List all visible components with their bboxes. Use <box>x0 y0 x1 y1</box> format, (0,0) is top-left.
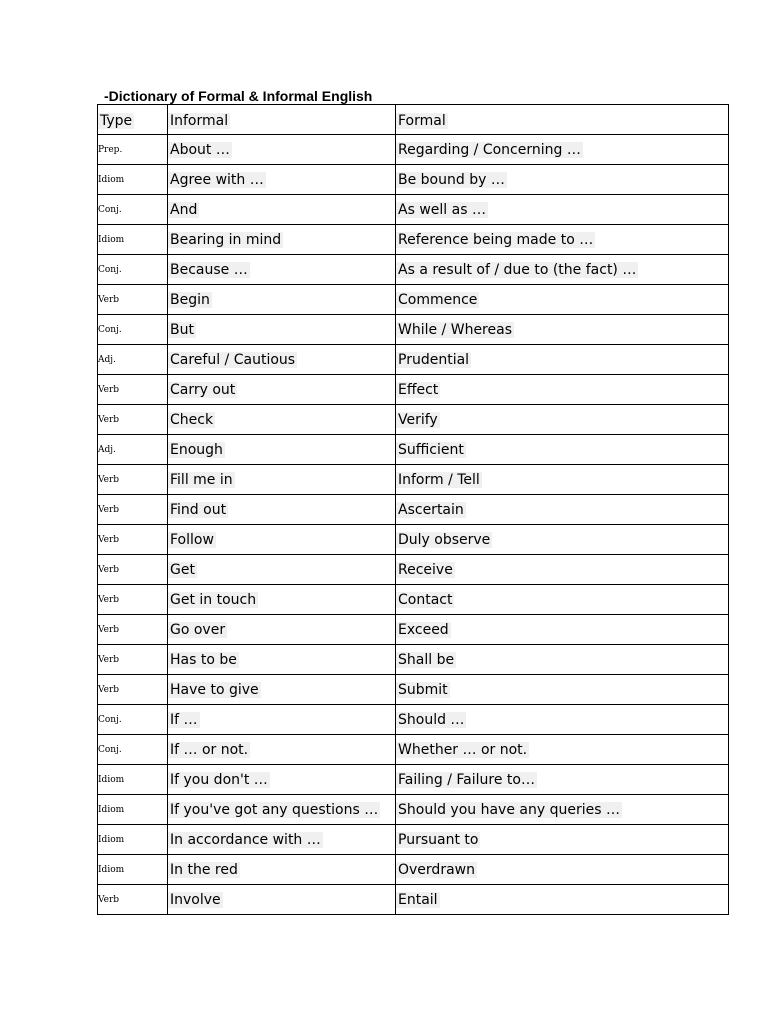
table-row <box>98 255 729 285</box>
formal-text: Sufficient <box>398 441 464 458</box>
table-row <box>98 555 729 585</box>
informal-text: Go over <box>170 621 226 638</box>
type-cell: Verb <box>98 555 168 585</box>
formal-text: Effect <box>398 381 439 398</box>
formal-cell <box>396 825 729 855</box>
formal-text: Be bound by … <box>398 171 505 188</box>
informal-cell <box>168 765 396 795</box>
table-row <box>98 315 729 345</box>
table-row <box>98 525 729 555</box>
informal-text: But <box>170 321 194 338</box>
table-row <box>98 225 729 255</box>
type-cell: Conj. <box>98 195 168 225</box>
informal-cell <box>168 585 396 615</box>
informal-text: Carry out <box>170 381 236 398</box>
informal-text: Fill me in <box>170 471 233 488</box>
informal-text: Has to be <box>170 651 237 668</box>
formal-cell <box>396 885 729 915</box>
formal-cell <box>396 165 729 195</box>
informal-cell <box>168 435 396 465</box>
type-cell: Idiom <box>98 765 168 795</box>
type-cell: Verb <box>98 375 168 405</box>
informal-text: Get in touch <box>170 591 257 608</box>
formal-text: Verify <box>398 411 438 428</box>
formal-cell <box>396 435 729 465</box>
type-cell: Verb <box>98 525 168 555</box>
formal-text: Should … <box>398 711 465 728</box>
type-cell: Conj. <box>98 315 168 345</box>
table-row <box>98 405 729 435</box>
type-cell: Idiom <box>98 165 168 195</box>
formal-text: Pursuant to <box>398 831 479 848</box>
formal-cell <box>396 765 729 795</box>
formal-cell <box>396 555 729 585</box>
formal-text: Duly observe <box>398 531 491 548</box>
type-cell: Verb <box>98 495 168 525</box>
informal-text: Agree with … <box>170 171 264 188</box>
formal-text: Submit <box>398 681 448 698</box>
informal-cell <box>168 495 396 525</box>
type-cell: Adj. <box>98 435 168 465</box>
informal-cell <box>168 465 396 495</box>
formal-text: Overdrawn <box>398 861 475 878</box>
informal-text: Begin <box>170 291 210 308</box>
table-row <box>98 585 729 615</box>
type-cell: Prep. <box>98 135 168 165</box>
formal-cell <box>396 375 729 405</box>
formal-text: Receive <box>398 561 453 578</box>
formal-cell <box>396 855 729 885</box>
formal-cell <box>396 465 729 495</box>
table-row <box>98 825 729 855</box>
informal-text: If … <box>170 711 198 728</box>
table-row <box>98 165 729 195</box>
formal-text: Contact <box>398 591 453 608</box>
formal-text: As well as … <box>398 201 486 218</box>
table-header-row <box>98 105 729 135</box>
type-cell: Verb <box>98 465 168 495</box>
informal-cell <box>168 165 396 195</box>
table-row <box>98 465 729 495</box>
formal-cell <box>396 525 729 555</box>
formal-cell <box>396 705 729 735</box>
formal-text: Inform / Tell <box>398 471 480 488</box>
formal-text: Ascertain <box>398 501 464 518</box>
informal-cell <box>168 855 396 885</box>
informal-text: Have to give <box>170 681 259 698</box>
formal-text: Prudential <box>398 351 470 368</box>
table-row <box>98 645 729 675</box>
table-row <box>98 795 729 825</box>
table-row <box>98 855 729 885</box>
header-formal <box>396 105 729 135</box>
informal-cell <box>168 645 396 675</box>
formal-cell <box>396 225 729 255</box>
type-cell: Adj. <box>98 345 168 375</box>
informal-cell <box>168 795 396 825</box>
informal-cell <box>168 405 396 435</box>
table-row <box>98 495 729 525</box>
document-title: -Dictionary of Formal & Informal English <box>104 88 373 104</box>
table-row <box>98 675 729 705</box>
informal-cell <box>168 285 396 315</box>
formal-cell <box>396 645 729 675</box>
type-cell: Verb <box>98 615 168 645</box>
table-row <box>98 195 729 225</box>
type-cell: Idiom <box>98 225 168 255</box>
formal-text: While / Whereas <box>398 321 512 338</box>
informal-cell <box>168 345 396 375</box>
formal-text: Failing / Failure to… <box>398 771 535 788</box>
informal-cell <box>168 195 396 225</box>
formal-text: Shall be <box>398 651 455 668</box>
formal-cell <box>396 345 729 375</box>
table-row <box>98 435 729 465</box>
type-cell: Idiom <box>98 855 168 885</box>
formal-cell <box>396 405 729 435</box>
type-cell: Verb <box>98 585 168 615</box>
type-cell: Verb <box>98 675 168 705</box>
table-row <box>98 765 729 795</box>
table-row <box>98 705 729 735</box>
type-cell: Conj. <box>98 705 168 735</box>
informal-text: Enough <box>170 441 223 458</box>
informal-cell <box>168 825 396 855</box>
informal-text: If you've got any questions … <box>170 801 379 818</box>
informal-text: About … <box>170 141 230 158</box>
formal-cell <box>396 315 729 345</box>
header-type <box>98 105 168 135</box>
informal-text: If you don't … <box>170 771 268 788</box>
informal-text: In accordance with … <box>170 831 321 848</box>
informal-cell <box>168 705 396 735</box>
informal-text: Careful / Cautious <box>170 351 296 368</box>
formal-cell <box>396 615 729 645</box>
informal-text: Because … <box>170 261 248 278</box>
type-cell: Conj. <box>98 735 168 765</box>
formal-text: Exceed <box>398 621 449 638</box>
informal-cell <box>168 735 396 765</box>
table-row <box>98 375 729 405</box>
informal-cell <box>168 375 396 405</box>
type-cell: Verb <box>98 285 168 315</box>
informal-text: Bearing in mind <box>170 231 282 248</box>
dictionary-table <box>97 104 729 915</box>
formal-text: Whether … or not. <box>398 741 528 758</box>
informal-text: Check <box>170 411 214 428</box>
informal-cell <box>168 615 396 645</box>
formal-cell <box>396 285 729 315</box>
table-row <box>98 885 729 915</box>
formal-text: As a result of / due to (the fact) … <box>398 261 637 278</box>
formal-text: Regarding / Concerning … <box>398 141 581 158</box>
formal-text: Entail <box>398 891 438 908</box>
formal-cell <box>396 795 729 825</box>
informal-text: Follow <box>170 531 214 548</box>
type-cell: Idiom <box>98 795 168 825</box>
informal-cell <box>168 315 396 345</box>
type-cell: Verb <box>98 645 168 675</box>
table-row <box>98 135 729 165</box>
informal-cell <box>168 135 396 165</box>
type-cell: Idiom <box>98 825 168 855</box>
table-row <box>98 345 729 375</box>
informal-text: Find out <box>170 501 227 518</box>
formal-cell <box>396 495 729 525</box>
informal-text: In the red <box>170 861 238 878</box>
informal-cell <box>168 885 396 915</box>
formal-text: Commence <box>398 291 478 308</box>
informal-text: If … or not. <box>170 741 249 758</box>
formal-cell <box>396 585 729 615</box>
informal-text: And <box>170 201 198 218</box>
table-body <box>98 135 729 915</box>
formal-text: Reference being made to … <box>398 231 594 248</box>
informal-cell <box>168 555 396 585</box>
informal-text: Involve <box>170 891 221 908</box>
formal-cell <box>396 255 729 285</box>
header-type-label: Type <box>100 113 133 129</box>
header-formal-label: Formal <box>398 113 446 129</box>
formal-text: Should you have any queries … <box>398 801 620 818</box>
header-informal <box>168 105 396 135</box>
formal-cell <box>396 735 729 765</box>
table-row <box>98 285 729 315</box>
type-cell: Verb <box>98 405 168 435</box>
formal-cell <box>396 135 729 165</box>
informal-cell <box>168 675 396 705</box>
header-informal-label: Informal <box>170 113 229 129</box>
table-row <box>98 615 729 645</box>
table-row <box>98 735 729 765</box>
type-cell: Verb <box>98 885 168 915</box>
formal-cell <box>396 675 729 705</box>
informal-cell <box>168 525 396 555</box>
informal-cell <box>168 225 396 255</box>
informal-text: Get <box>170 561 195 578</box>
formal-cell <box>396 195 729 225</box>
informal-cell <box>168 255 396 285</box>
type-cell: Conj. <box>98 255 168 285</box>
